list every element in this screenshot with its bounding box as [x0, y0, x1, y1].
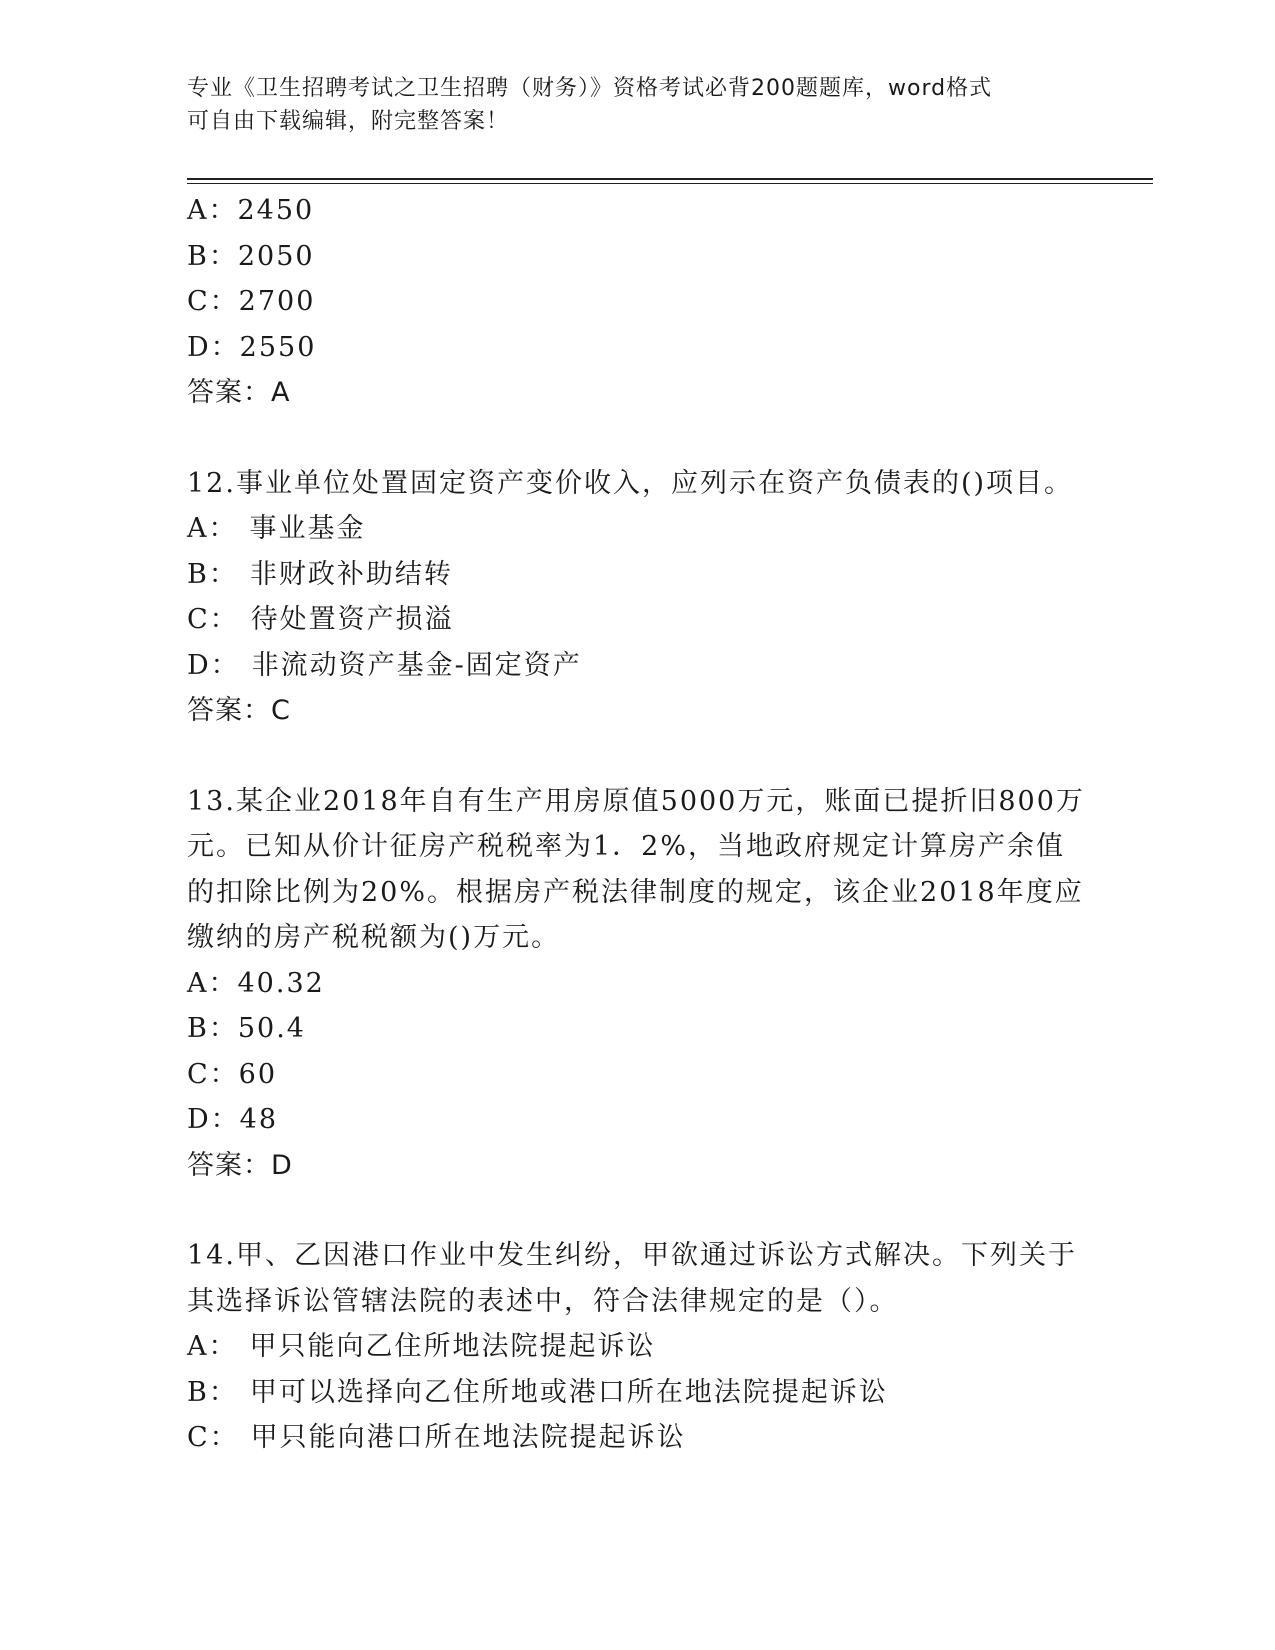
question-stem-line: 其选择诉讼管辖法院的表述中，符合法律规定的是（）。 — [187, 1285, 899, 1317]
header-divider-thin — [187, 183, 1153, 184]
document-header — [187, 72, 1087, 138]
question-12 — [187, 461, 1087, 734]
header-divider-thick — [187, 178, 1153, 180]
option-b: B：50.4 — [187, 1013, 306, 1044]
option-b: B： 非财政补助结转 — [187, 558, 453, 590]
answer-label: 答案：D — [187, 1149, 293, 1181]
option-b: B： 甲可以选择向乙住所地或港口所在地法院提起诉讼 — [187, 1376, 888, 1408]
option-a: A： 事业基金 — [187, 513, 366, 544]
header-title-line-2: 可自由下载编辑，附完整答案！ — [187, 109, 510, 134]
option-d: D：48 — [187, 1104, 279, 1135]
option-d: D：2550 — [187, 331, 317, 363]
question-14 — [187, 1233, 1087, 1461]
option-a: A： 甲只能向乙住所地法院提起诉讼 — [187, 1331, 656, 1362]
question-stem: 12.事业单位处置固定资产变价收入，应列示在资产负债表的()项目。 — [187, 467, 1074, 499]
option-b: B：2050 — [187, 240, 315, 272]
question-stem-line: 14.甲、乙因港口作业中发生纠纷，甲欲通过诉讼方式解决。下列关于 — [187, 1240, 1077, 1271]
question-stem-line: 13.某企业2018年自有生产用房原值5000万元，账面已提折旧800万 — [187, 785, 1085, 817]
question-13 — [187, 779, 1087, 1189]
option-a: A：40.32 — [187, 967, 325, 999]
option-c: C： 甲只能向港口所在地法院提起诉讼 — [187, 1422, 686, 1453]
header-title-line-1: 专业《卫生招聘考试之卫生招聘（财务）》资格考试必背200题题库，word格式 — [187, 76, 993, 101]
question-stem-line: 缴纳的房产税税额为()万元。 — [187, 922, 561, 953]
question-stem-line: 元。已知从价计征房产税税率为1．2%，当地政府规定计算房产余值 — [187, 831, 1066, 862]
option-c: C： 待处置资产损溢 — [187, 604, 454, 635]
option-c: C：2700 — [187, 286, 316, 317]
answer-label: 答案：C — [187, 695, 291, 726]
option-c: C：60 — [187, 1058, 278, 1090]
option-d: D： 非流动资产基金-固定资产 — [187, 649, 582, 681]
answer-label: 答案：A — [187, 377, 291, 408]
question-stem-line: 的扣除比例为20%。根据房产税法律制度的规定，该企业2018年度应 — [187, 876, 1084, 908]
option-a: A：2450 — [187, 195, 315, 226]
question-11 — [187, 188, 1087, 416]
question-list — [187, 188, 1087, 1461]
